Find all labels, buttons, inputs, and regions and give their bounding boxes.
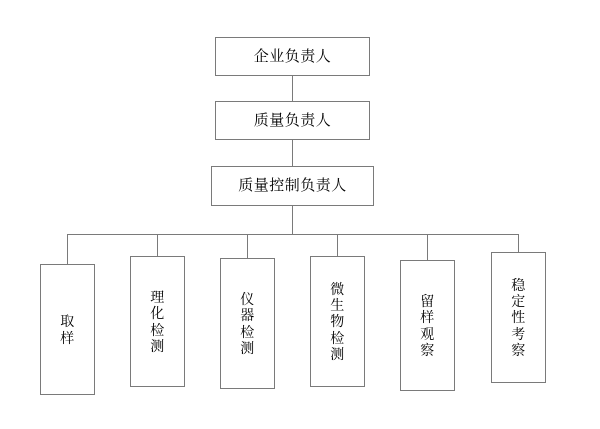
node-quality-head [215,101,370,140]
node-stability-study [491,252,546,383]
node-label: 企业负责人 [253,47,332,65]
node-label: 质量负责人 [253,111,332,129]
node-instrument-test [220,258,275,389]
node-sampling [40,264,95,395]
node-label: 取样 [60,313,75,346]
node-enterprise-head [215,37,370,76]
connector-drop-sampling [67,234,68,264]
node-physicochemical-test [130,256,185,387]
node-microbiology-test [310,256,365,387]
connector-drop-microbiology-test [337,234,338,256]
connector-quality-to-control [292,140,293,166]
node-quality-control-head [211,166,374,206]
node-retained-sample-observation [400,260,455,391]
node-label: 仪器检测 [240,291,255,356]
node-label: 留样观察 [420,293,435,358]
connector-drop-physicochemical-test [157,234,158,256]
node-label: 稳定性考察 [511,277,526,358]
connector-drop-retained-sample-observation [427,234,428,260]
connector-drop-stability-study [518,234,519,252]
connector-drop-instrument-test [247,234,248,258]
node-label: 理化检测 [150,289,165,354]
connector-horizontal-bus [67,234,518,235]
connector-control-trunk [292,206,293,234]
node-label: 质量控制负责人 [238,177,347,195]
node-label: 微生物检测 [330,281,345,362]
connector-enterprise-to-quality [292,76,293,101]
